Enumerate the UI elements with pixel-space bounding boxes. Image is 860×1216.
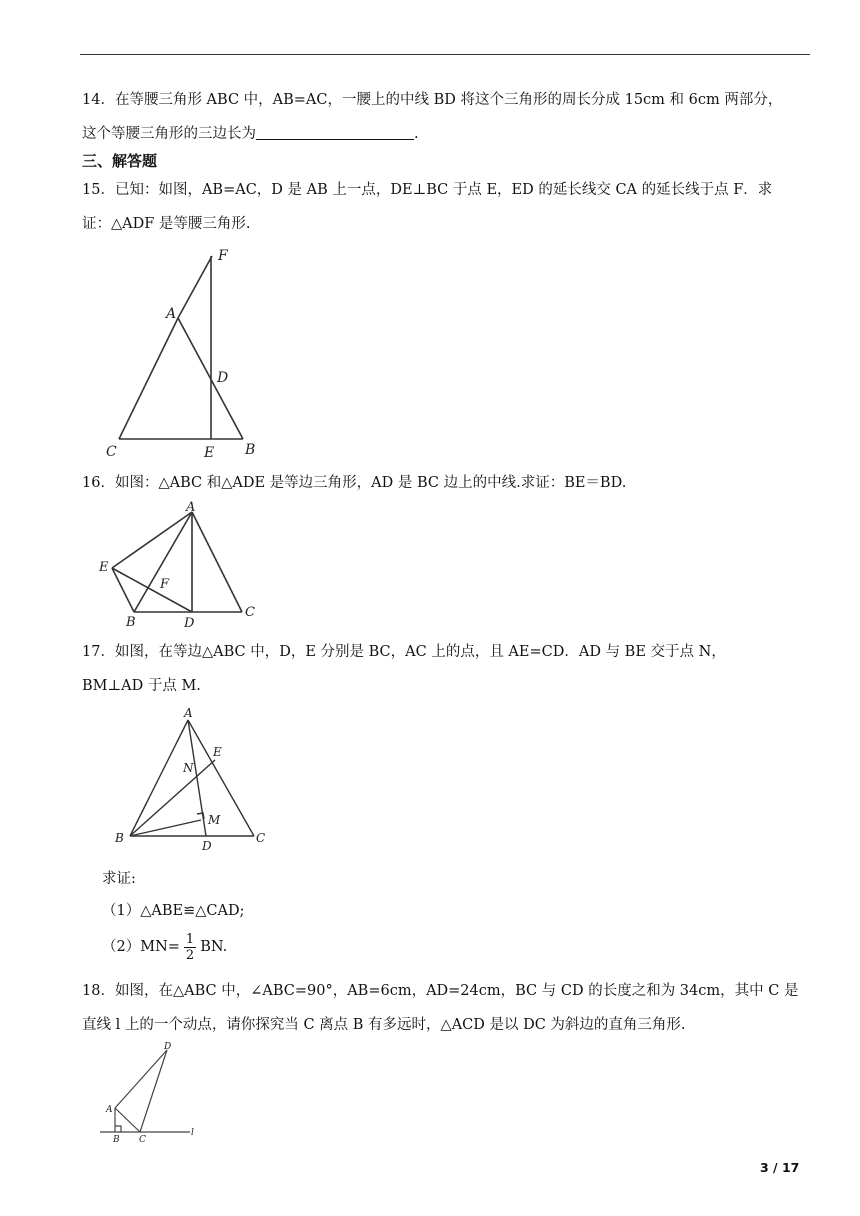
q15-label-a: A — [166, 306, 177, 322]
q14-line2-end: . — [414, 126, 419, 142]
q17-label-m: M — [208, 813, 221, 827]
q18-segment-ac — [115, 1108, 140, 1132]
q16-segment-ed — [112, 568, 192, 612]
q17-line1: 17．如图，在等边△ABC 中，D，E 分别是 BC，AC 上的点，且 AE=CD．AD 与 BE 交于点 N， — [82, 644, 726, 660]
q17-prove: 求证: — [102, 871, 136, 887]
page-number: 3 / 17 — [760, 1160, 800, 1175]
q14-line1: 14．在等腰三角形 ABC 中，AB=AC，一腰上的中线 BD 将这个三角形的周长分成 15cm 和 6cm 两部分， — [82, 92, 783, 108]
q17-part2-post: BN. — [200, 939, 228, 955]
q15-label-b: B — [245, 442, 256, 458]
q18-label-a: A — [106, 1105, 113, 1115]
answer-blank — [256, 125, 414, 140]
q15-label-c: C — [106, 444, 117, 460]
q18-line2: 直线 l 上的一个动点，请你探究当 C 离点 B 有多远时，△ACD 是以 DC 为斜边的直角三角形. — [82, 1017, 686, 1033]
q17-label-d: D — [202, 839, 212, 853]
q17-figure — [108, 700, 272, 855]
q17-line2: BM⊥AD 于点 M. — [82, 678, 201, 694]
q17-segment-ac — [188, 720, 254, 836]
q17-label-a: A — [184, 706, 193, 720]
q16-segment-ae — [112, 512, 192, 568]
q17-label-e: E — [213, 745, 222, 759]
q15-line1: 15．已知：如图，AB=AC，D 是 AB 上一点，DE⊥BC 于点 E，ED 的延长线交 CA 的延长线于点 F．求 — [82, 182, 773, 198]
header-rule — [80, 54, 810, 55]
q14-line2-text: 这个等腰三角形的三边长为 — [82, 126, 256, 142]
q17-label-n: N — [183, 761, 194, 775]
q16-figure — [96, 500, 260, 630]
q18-label-l: l — [191, 1128, 194, 1138]
q18-label-b: B — [113, 1135, 120, 1145]
q16-label-e: E — [99, 560, 109, 575]
q17-segment-bm — [130, 820, 201, 836]
q16-segment-ab — [134, 512, 192, 612]
q15-label-f: F — [218, 248, 228, 264]
q16-label-c: C — [245, 605, 255, 620]
q15-segment-af — [178, 256, 212, 318]
section-title: 三、解答题 — [82, 152, 158, 170]
q14-line2 — [82, 124, 419, 144]
fraction-denominator: 2 — [185, 947, 195, 963]
q16-label-b: B — [126, 615, 136, 630]
q18-label-d: D — [164, 1042, 172, 1052]
q15-line2: 证：△ADF 是等腰三角形. — [82, 216, 251, 232]
q16-segment-ac — [192, 512, 242, 612]
q17-part1: （1）△ABE≌△CAD; — [102, 903, 245, 919]
q18-segment-ad — [115, 1050, 167, 1108]
q16-label-d: D — [184, 616, 195, 630]
q16-label-f: F — [160, 577, 170, 592]
q18-right-angle-mark — [115, 1126, 121, 1132]
q17-part2-pre: （2）MN= — [102, 939, 180, 955]
q17-segment-ab — [130, 720, 188, 836]
q18-label-c: C — [139, 1135, 146, 1145]
q17-segment-be — [130, 760, 215, 836]
q16-line1: 16．如图：△ABC 和△ADE 是等边三角形，AD 是 BC 边上的中线.求证：BE＝BD. — [82, 475, 627, 491]
fraction-numerator: 1 — [185, 931, 195, 947]
q15-label-d: D — [217, 370, 229, 386]
q17-label-c: C — [256, 831, 266, 845]
q17-fraction — [184, 932, 196, 963]
q18-line1: 18．如图，在△ABC 中，∠ABC=90°，AB=6cm，AD=24cm，BC 与 CD 的长度之和为 34cm，其中 C 是 — [82, 983, 799, 999]
q18-segment-cd — [140, 1050, 167, 1132]
q17-part2 — [102, 928, 227, 966]
q15-segment-ca — [119, 318, 178, 439]
q15-label-e: E — [204, 445, 215, 461]
q15-figure — [100, 240, 270, 465]
q16-label-a: A — [186, 500, 196, 515]
q18-figure — [96, 1040, 208, 1150]
q17-label-b: B — [115, 831, 124, 845]
